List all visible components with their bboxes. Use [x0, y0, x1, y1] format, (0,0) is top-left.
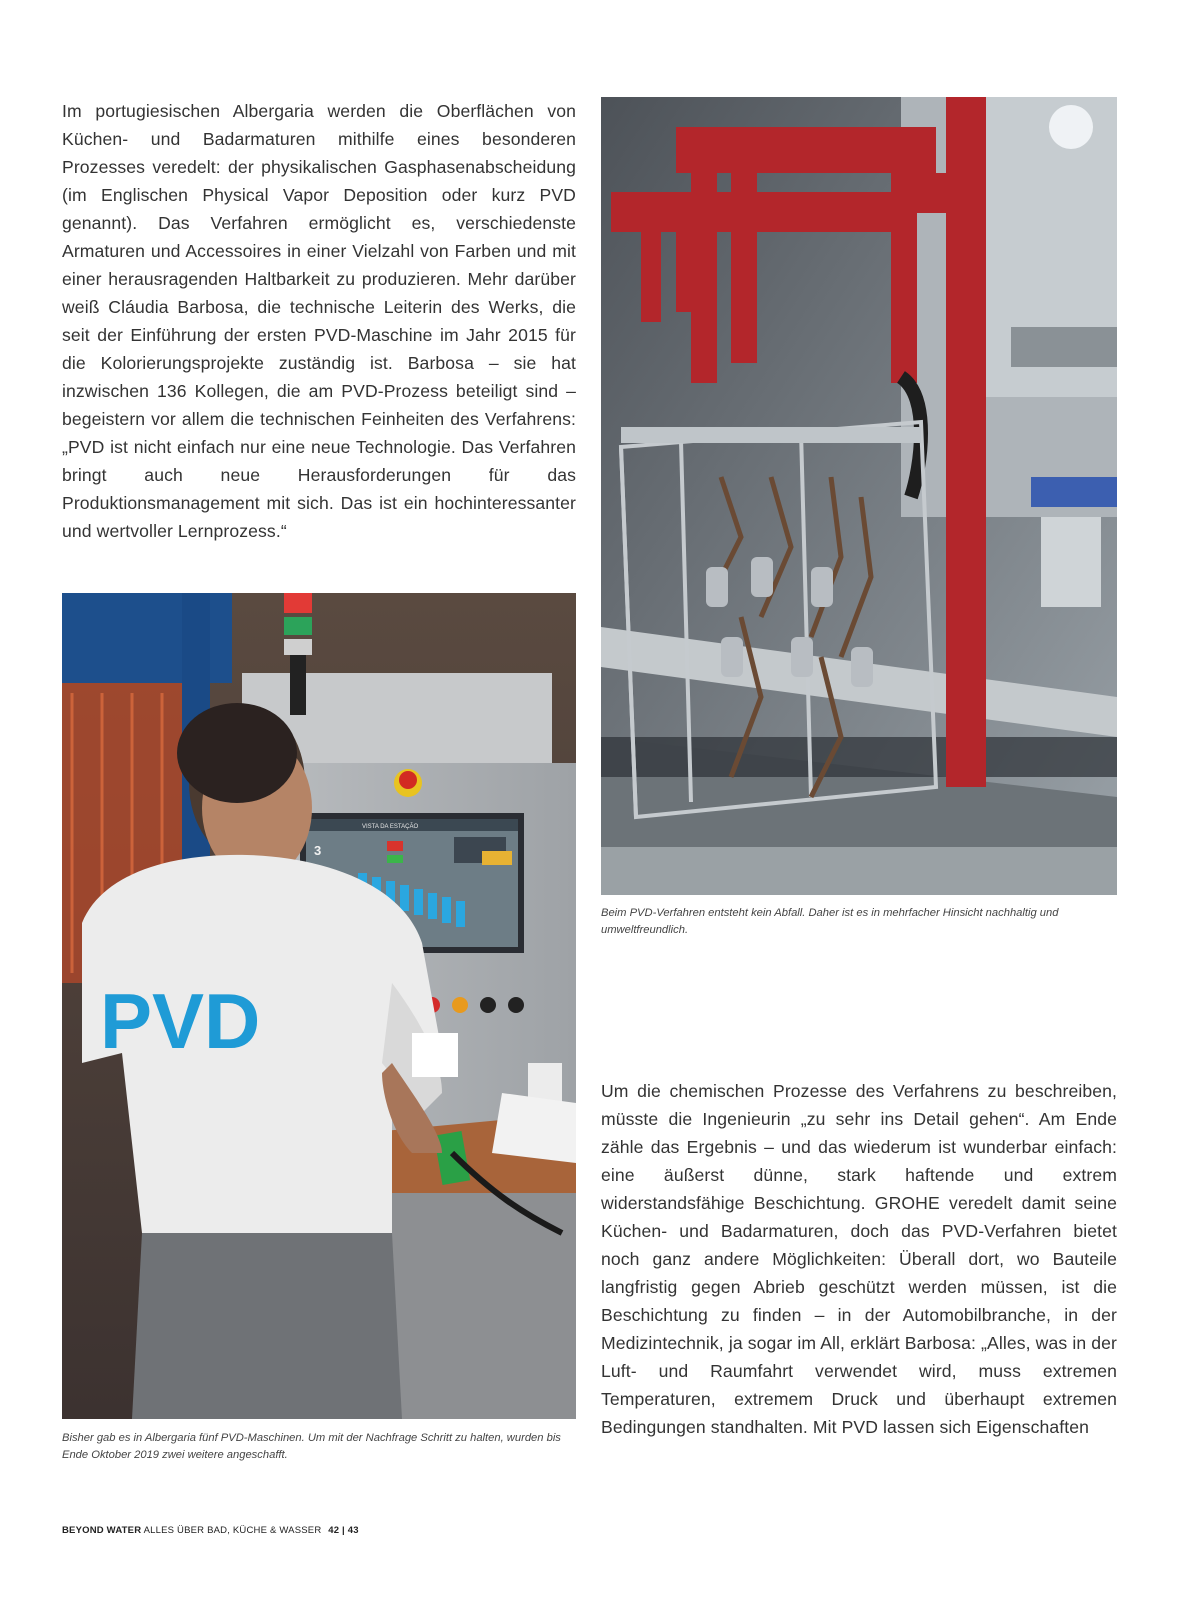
caption-left: Bisher gab es in Albergaria fünf PVD-Maschinen. Um mit der Nachfrage Schritt zu halten, wurden bis Ende Oktober 2019 zwei weitere angeschafft. — [62, 1432, 561, 1461]
photo-pvd-rack — [601, 97, 1117, 895]
shirt-text: PVD — [100, 977, 261, 1065]
screen-number: 3 — [314, 843, 322, 858]
intro-paragraph: Im portugiesischen Albergaria werden die Oberflächen von Küchen- und Badarmaturen mithilfe eines besonderen Prozesses veredelt: der physikalischen Gasphasenabscheidung (im Englischen Physical Vapor Deposition oder kurz PVD genannt). Das Verfahren ermöglicht es, verschiedenste Armaturen und Accessoires in einer Vielzahl von Farben und mit einer herausragenden Haltbarkeit zu produzieren. Mehr darüber weiß Cláudia Barbosa, die technische Leiterin des Werks, die seit der Einführung der ersten PVD-Maschine im Jahr 2015 für die Kolorierungsprojekte zuständig ist. Barbosa – sie hat inzwischen 136 Kollegen, die am PVD-Prozess beteiligt sind – begeistern vor allem die technischen Feinheiten des Verfahrens: „PVD ist nicht einfach nur eine neue Technologie. Das Verfahren bringt auch neue Herausforderungen für das Produktionsmanagement mit sich. Das ist ein hochinteressanter und wertvoller Lernprozess.“ — [62, 101, 576, 541]
caption-right: Beim PVD-Verfahren entsteht kein Abfall. Daher ist es in mehrfacher Hinsicht nachhaltig und umweltfreundlich. — [601, 907, 1059, 936]
screen-title: VISTA DA ESTAÇÃO — [362, 824, 419, 830]
pvd-rack-illustration — [601, 97, 1117, 895]
page-numbers: 42 | 43 — [328, 1525, 359, 1536]
photo-technician-control-panel — [62, 593, 576, 1419]
page-footer — [62, 1525, 359, 1536]
continuation-paragraph: Um die chemischen Prozesse des Verfahrens zu beschreiben, müsste die Ingenieurin „zu sehr ins Detail gehen“. Am Ende zähle das Ergebnis – und das wiederum ist wunderbar einfach: eine äußerst dünne, stark haftende und extrem widerstandsfähige Beschichtung. GROHE veredelt damit seine Küchen- und Badarmaturen, doch das PVD-Verfahren bietet noch ganz andere Möglichkeiten: Überall dort, wo Bauteile langfristig gegen Abrieb geschützt werden müssen, ist die Beschichtung zu finden – in der Automobilbranche, in der Medizintechnik, ja sogar im All, erklärt Barbosa: „Alles, was in der Luft- und Raumfahrt verwendet wird, muss extremen Temperaturen, extremem Druck und überhaupt extremen Bedingungen standhalten. Mit PVD lassen sich Eigenschaften — [601, 1081, 1117, 1437]
footer-brand: BEYOND WATER — [62, 1525, 142, 1536]
footer-subtitle: ALLES ÜBER BAD, KÜCHE & WASSER — [143, 1525, 322, 1536]
technician-illustration — [62, 593, 576, 1419]
